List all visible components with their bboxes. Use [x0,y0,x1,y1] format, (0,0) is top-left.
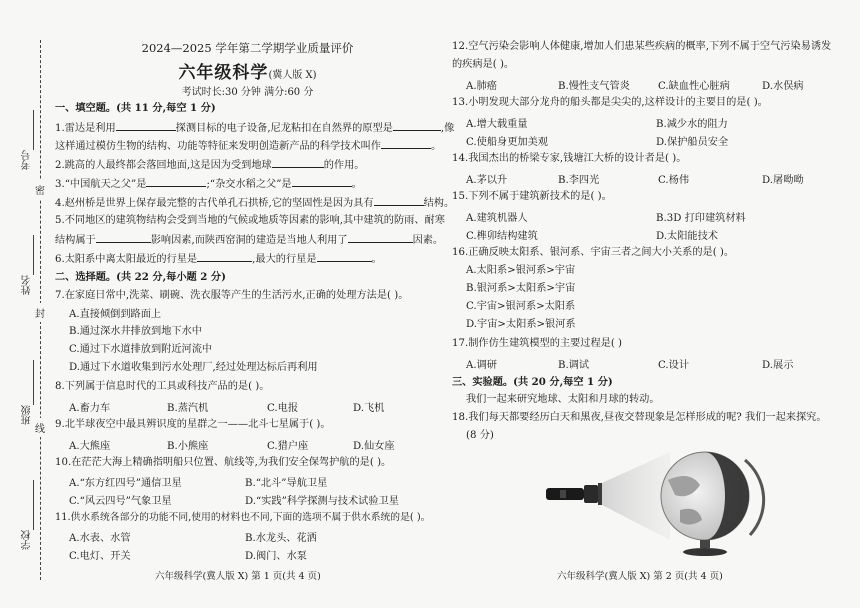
exam-info: 考试时长:30 分钟 满分:60 分 [181,87,314,98]
option[interactable]: C.“风云四号”气象卫星 [69,496,172,507]
option[interactable]: D.“实践”科学探测与技术试验卫星 [245,496,399,507]
option[interactable]: C.猎户座 [267,441,309,452]
answer-blank[interactable] [292,176,352,187]
option[interactable]: B.调试 [558,360,590,371]
question-18-points: (8 分) [466,430,494,441]
question-10: 10.在茫茫大海上精确指明船只位置、航线等,为我们安全保驾护航的是( )。 [55,457,392,468]
option[interactable]: A.增大载重量 [466,119,528,130]
question-5-line-1: 5.不同地区的建筑物结构会受到当地的气候或地质等因素的影响,其中建筑的防雨、耐寒 [55,215,445,226]
option[interactable]: D.展示 [762,360,794,371]
answer-blank[interactable] [197,251,252,262]
question-9: 9.北半球夜空中最具辨识度的星群之一——北斗七星属于( )。 [55,419,331,430]
answer-blank[interactable] [317,251,372,262]
school-field[interactable] [33,480,34,530]
option[interactable]: B.慢性支气管炎 [558,81,630,92]
option[interactable]: C.电报 [267,403,299,414]
option[interactable]: A.建筑机器人 [466,213,528,224]
question-12-line-2: 的疾病是( )。 [452,59,515,70]
option[interactable]: A.肺癌 [466,81,497,92]
question-5-line-2: 结构属于 影响因素,而陕西窑洞的建造是当地人利用了 因素。 [55,232,443,248]
question-11: 11.供水系统各部分的功能不同,使用的材料也不同,下面的选项不属于供水系统的是( )。 [55,512,431,523]
flashlight-globe-illustration [540,440,780,560]
section-2-heading: 二、选择题。(共 22 分,每小题 2 分) [55,271,226,283]
globe-icon [661,452,764,556]
section-3-heading: 三、实验题。(共 20 分,每空 1 分) [452,376,613,388]
option[interactable]: D.太阳能技术 [656,231,718,242]
option[interactable]: B.减少水的阻力 [656,119,728,130]
exam-no-field[interactable] [33,110,34,150]
option[interactable]: D.通过下水道收集到污水处理厂,经过处理达标后再利用 [69,362,318,373]
class-field[interactable] [33,360,34,405]
margin-label-school: 学校 [22,530,33,550]
option[interactable]: C.宇宙>银河系>太阳系 [466,301,576,312]
option[interactable]: A.太阳系>银河系>宇宙 [466,265,576,276]
option[interactable]: D.仙女座 [353,441,395,452]
answer-blank[interactable] [272,157,324,168]
option[interactable]: C.杨伟 [658,175,690,186]
question-1-line-2: 这样通过模仿生物的结构、功能等特征来发明创造新产品的科学技术叫作 。 [55,138,441,154]
option[interactable]: C.电灯、开关 [69,551,131,562]
name-field[interactable] [33,235,34,275]
question-14: 14.我国杰出的桥梁专家,钱塘江大桥的设计者是( )。 [452,153,687,164]
option[interactable]: A.直接倾倒到路面上 [69,309,162,320]
margin-label-exam-no: 考号 [22,150,33,170]
section-3-description: 我们一起来研究地球、太阳和月球的转动。 [466,394,660,405]
option[interactable]: B.银河系>太阳系>宇宙 [466,283,576,294]
option[interactable]: C.通过下水道排放到附近河流中 [69,344,213,355]
option[interactable]: B.蒸汽机 [167,403,209,414]
subject-name: 六年级科学 [178,63,269,83]
answer-blank[interactable] [381,138,431,149]
option[interactable]: D.飞机 [353,403,385,414]
option[interactable]: C.榫卯结构建筑 [466,231,538,242]
option[interactable]: B.小熊座 [167,441,209,452]
option[interactable]: B.通过深水井排放到地下水中 [69,326,202,337]
question-1-line-1: 1.雷达是利用 探测目标的电子设备,尼龙粘扣在自然界的原型是 ,像 [55,120,454,136]
question-7: 7.在家庭日常中,洗菜、刷碗、洗衣服等产生的生活污水,正确的处理方法是( )。 [55,290,409,301]
seal-char-1: 密 [35,180,45,199]
answer-blank[interactable] [393,120,441,131]
option[interactable]: C.缺血性心脏病 [658,81,730,92]
subject-edition: (冀人版 X) [268,70,317,81]
page-1 [55,0,455,608]
option[interactable]: A.“东方红四号”通信卫星 [69,478,182,489]
option[interactable]: B.“北斗”导航卫星 [245,478,328,489]
option[interactable]: A.调研 [466,360,497,371]
option[interactable]: C.使船身更加美观 [466,137,548,148]
page-2-footer: 六年级科学(冀人版 X) 第 2 页(共 4 页) [557,571,723,582]
answer-blank[interactable] [374,195,424,206]
option[interactable]: A.水表、水管 [69,533,131,544]
question-2: 2.跳高的人最终都会落回地面,这是因为受到地球 的作用。 [55,157,364,173]
option[interactable]: B.水龙头、花洒 [245,533,317,544]
section-1-heading: 一、填空题。(共 11 分,每空 1 分) [55,102,216,114]
answer-blank[interactable] [146,176,206,187]
option[interactable]: D.阀门、水泵 [245,551,307,562]
option[interactable]: A.大熊座 [69,441,111,452]
margin-label-name: 姓名 [22,275,33,295]
light-beam [602,452,670,540]
page-1-footer: 六年级科学(冀人版 X) 第 1 页(共 4 页) [155,571,321,582]
question-18-line-1: 18.我们每天都要经历白天和黑夜,昼夜交替现象是怎样形成的呢? 我们一起来探究。 [452,412,827,423]
margin-label-class: 班级 [22,405,33,425]
question-8: 8.下列属于信息时代的工具或科技产品的是( )。 [55,381,270,392]
question-12-line-1: 12.空气污染会影响人体健康,增加人们患某些疾病的概率,下列不属于空气污染易诱发 [452,41,832,52]
option[interactable]: D.保护船员安全 [656,137,729,148]
option[interactable]: D.屠呦呦 [762,175,804,186]
flashlight-icon [546,483,602,505]
question-16: 16.正确反映太阳系、银河系、宇宙三者之间大小关系的是( )。 [452,247,735,258]
option[interactable]: B.李四光 [558,175,600,186]
option[interactable]: D.宇宙>太阳系>银河系 [466,319,576,330]
question-3: 3.“中国航天之父”是 ;“杂交水稻之父”是 。 [55,176,362,192]
seal-char-2: 封 [35,303,45,322]
question-13: 13.小明发现大部分龙舟的船头都是尖尖的,这样设计的主要目的是( )。 [452,97,768,108]
option[interactable]: A.茅以升 [466,175,508,186]
binding-margin [0,0,50,608]
answer-blank[interactable] [96,232,151,243]
question-17: 17.制作仿生建筑模型的主要过程是( ) [452,338,623,349]
option[interactable]: D.水俣病 [762,81,804,92]
option[interactable]: C.设计 [658,360,690,371]
question-4: 4.赵州桥是世界上保存最完整的古代单孔石拱桥,它的坚固性是因为具有 结构。 [55,195,454,211]
exam-title: 2024—2025 学年第二学期学业质量评价 [141,41,354,55]
exam-subject [55,58,440,83]
question-15: 15.下列不属于建筑新技术的是( )。 [452,191,612,202]
seal-char-3: 线 [35,418,45,437]
option[interactable]: B.3D 打印建筑材料 [656,213,746,224]
answer-blank[interactable] [116,120,176,131]
answer-blank[interactable] [348,232,413,243]
option[interactable]: A.畜力车 [69,403,111,414]
question-6: 6.太阳系中离太阳最近的行星是 ,最大的行星是 。 [55,251,382,267]
